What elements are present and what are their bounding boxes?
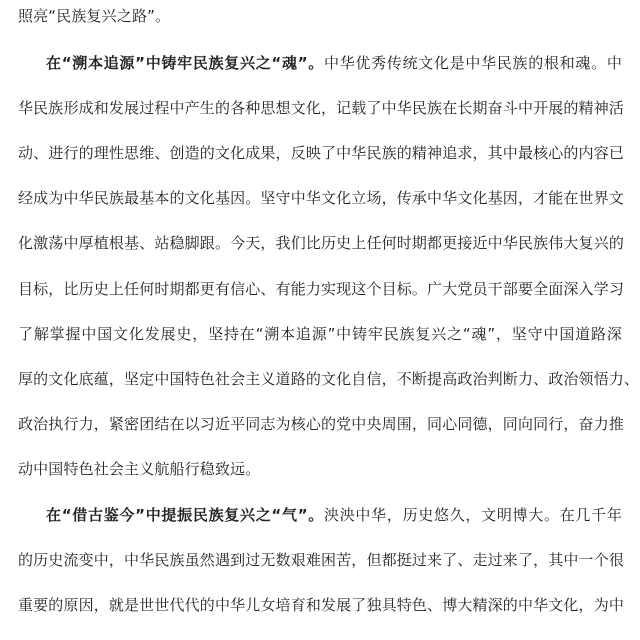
- body-text: 重要的原因，就是世世代代的中华儿女培育和发展了独具特色、博大精深的中华文化，为中: [18, 596, 625, 614]
- paragraph-line: [18, 459, 622, 479]
- section-heading: 在“借古鉴今”中提振民族复兴之“气”。: [46, 506, 324, 524]
- body-text: 中华优秀传统文化是中华民族的根和魂。中: [324, 54, 622, 72]
- paragraph-line: [18, 414, 625, 434]
- paragraph-line: [18, 188, 625, 208]
- body-text: 厚的文化底蕴，坚定中国特色社会主义道路的文化自信，不断提高政治判断力、政治领悟力、: [18, 370, 640, 388]
- body-text: 政治执行力，紧密团结在以习近平同志为核心的党中央周围，同心同德，同向同行，奋力推: [18, 415, 625, 433]
- body-text: 动、进行的理性思维、创造的文化成果，反映了中华民族的精神追求，其中最核心的内容已: [18, 144, 625, 162]
- body-text: 照亮“民族复兴之路”。: [18, 7, 171, 25]
- body-text: 的历史流变中，中华民族虽然遇到过无数艰难困苦，但都挺过来了、走过来了，其中一个很: [18, 551, 625, 569]
- paragraph-first-line: [46, 505, 622, 525]
- paragraph-first-line: [46, 53, 622, 73]
- body-text: 化激荡中厚植根基、站稳脚跟。今天，我们比历史上任何时期都更接近中华民族伟大复兴的: [18, 234, 625, 252]
- paragraph-line: [18, 369, 640, 389]
- section-heading: 在“溯本追源”中铸牢民族复兴之“魂”。: [46, 54, 324, 72]
- body-text: 动中国特色社会主义航船行稳致远。: [18, 460, 261, 478]
- paragraph-line: [18, 6, 622, 26]
- paragraph-line: [18, 279, 625, 299]
- body-text: 华民族形成和发展过程中产生的各种思想文化，记载了中华民族在长期奋斗中开展的精神活: [18, 99, 625, 117]
- paragraph-line: [18, 324, 622, 344]
- paragraph-line: [18, 143, 625, 163]
- paragraph-line: [18, 98, 625, 118]
- body-text: 目标，比历史上任何时期都更有信心、有能力实现这个目标。广大党员干部要全面深入学习: [18, 280, 625, 298]
- body-text: 经成为中华民族最基本的文化基因。坚守中华文化立场，传承中华文化基因，才能在世界文: [18, 189, 625, 207]
- paragraph-line: [18, 233, 625, 253]
- paragraph-line: [18, 595, 625, 615]
- body-text: 泱泱中华，历史悠久，文明博大。在几千年: [324, 506, 622, 524]
- body-text: 了解掌握中国文化发展史，坚持在“溯本追源”中铸牢民族复兴之“魂”，坚守中国道路深: [18, 325, 622, 343]
- paragraph-line: [18, 550, 625, 570]
